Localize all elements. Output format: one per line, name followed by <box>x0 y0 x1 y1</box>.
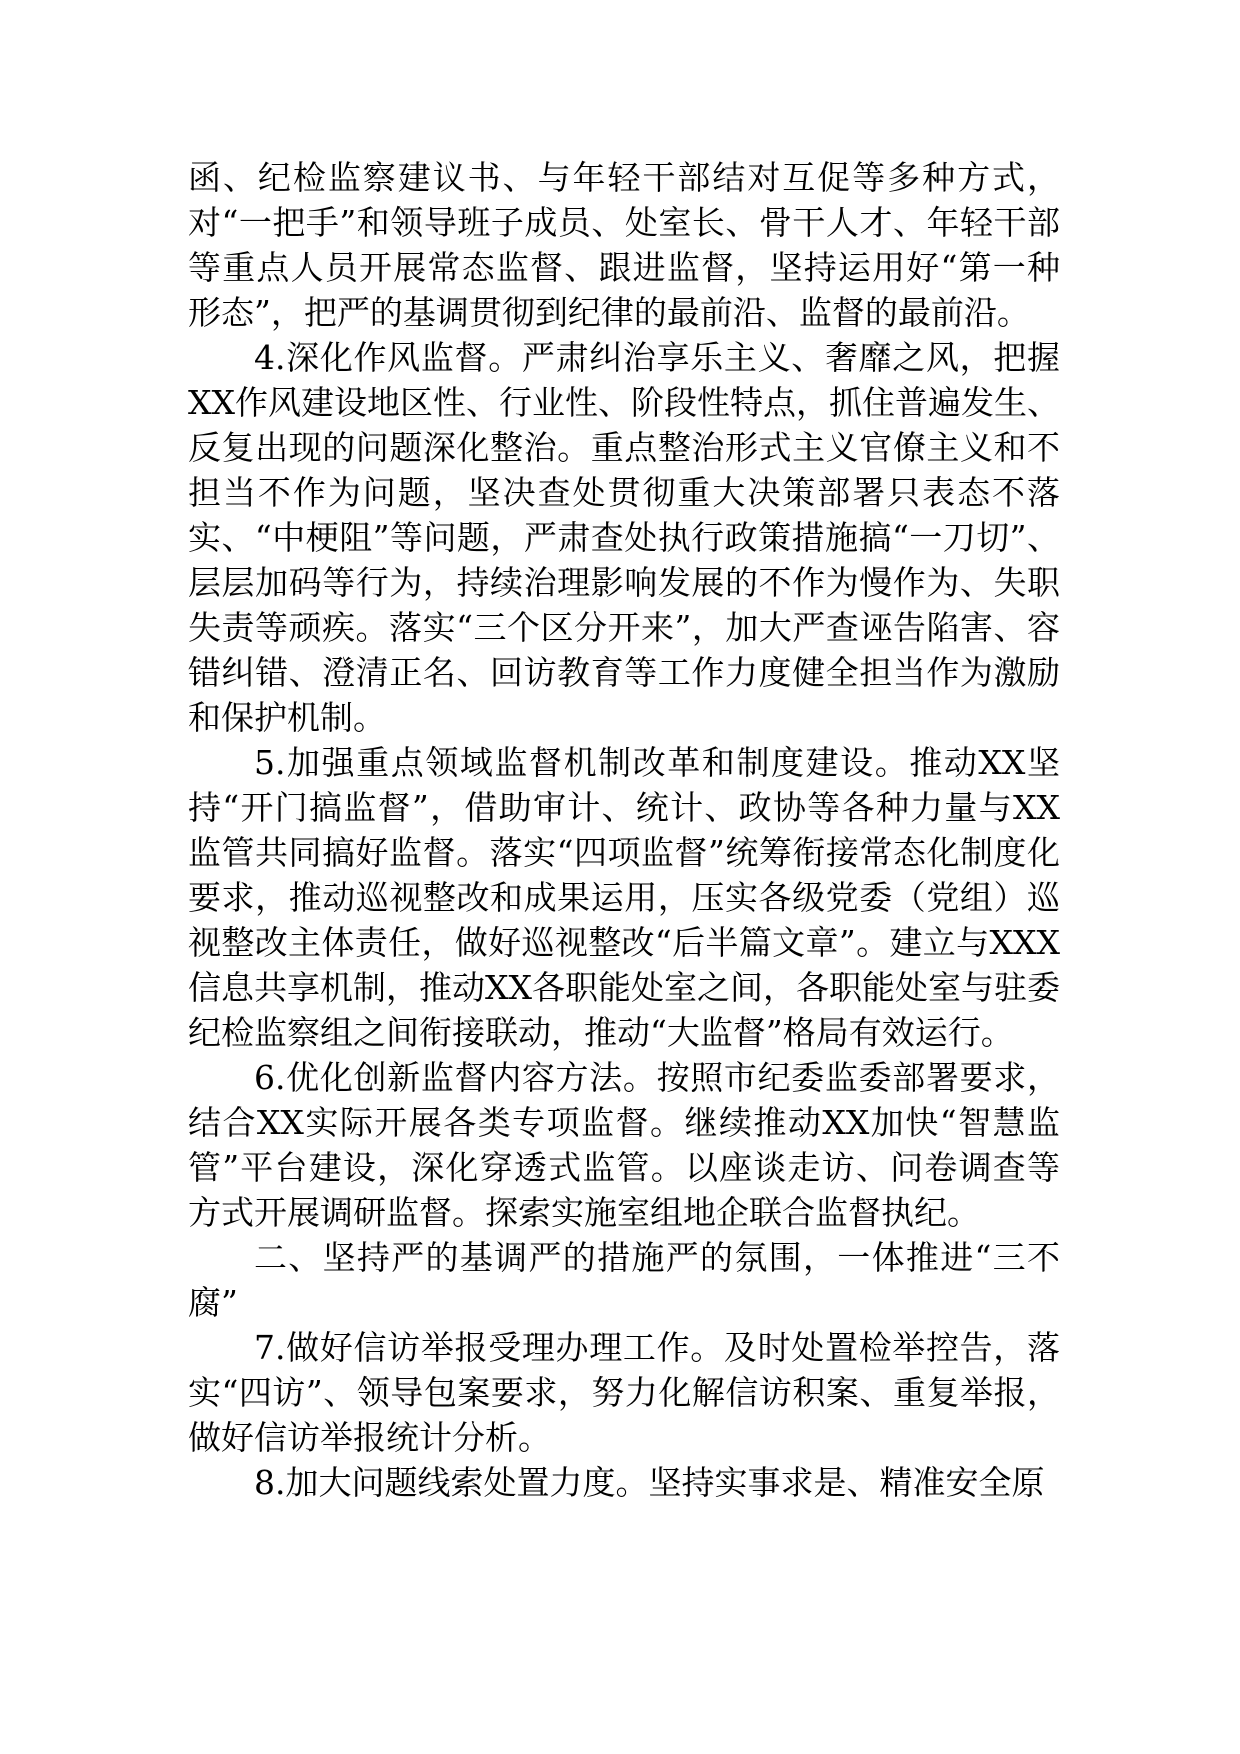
paragraph-item-4: 4.深化作风监督。严肃纠治享乐主义、奢靡之风，把握XX作风建设地区性、行业性、阶段性特点，抓住普遍发生、反复出现的问题深化整治。重点整治形式主义官僚主义和不担当不作为问题，坚决查处贯彻重大决策部署只表态不落实、“中梗阻”等问题，严肃查处执行政策措施搞“一刀切”、层层加码等行为，持续治理影响发展的不作为慢作为、失职失责等顽疾。落实“三个区分开来”，加大严查诬告陷害、容错纠错、澄清正名、回访教育等工作力度健全担当作为激励和保护机制。 <box>188 338 1060 737</box>
document-body <box>188 155 1060 1505</box>
paragraph-continuation: 函、纪检监察建议书、与年轻干部结对互促等多种方式，对“一把手”和领导班子成员、处室长、骨干人才、年轻干部等重点人员开展常态监督、跟进监督，坚持运用好“第一种形态”，把严的基调贯彻到纪律的最前沿、监督的最前沿。 <box>188 158 1060 332</box>
paragraph-item-5: 5.加强重点领域监督机制改革和制度建设。推动XX坚持“开门搞监督”，借助审计、统计、政协等各种力量与XX监管共同搞好监督。落实“四项监督”统筹衔接常态化制度化要求，推动巡视整改和成果运用，压实各级党委（党组）巡视整改主体责任，做好巡视整改“后半篇文章”。建立与XXX信息共享机制，推动XX各职能处室之间，各职能处室与驻委纪检监察组之间衔接联动，推动“大监督”格局有效运行。 <box>188 743 1060 1052</box>
paragraph-item-8: 8.加大问题线索处置力度。坚持实事求是、精准安全原 <box>254 1463 1045 1502</box>
paragraph-item-6: 6.优化创新监督内容方法。按照市纪委监委部署要求，结合XX实际开展各类专项监督。继续推动XX加快“智慧监管”平台建设，深化穿透式监管。以座谈走访、问卷调查等方式开展调研监督。探索实施室组地企联合监督执纪。 <box>188 1058 1060 1232</box>
section-heading-2: 二、坚持严的基调严的措施严的氛围，一体推进“三不腐” <box>188 1238 1060 1322</box>
paragraph-item-7: 7.做好信访举报受理办理工作。及时处置检举控告，落实“四访”、领导包案要求，努力化解信访积案、重复举报，做好信访举报统计分析。 <box>188 1328 1060 1457</box>
